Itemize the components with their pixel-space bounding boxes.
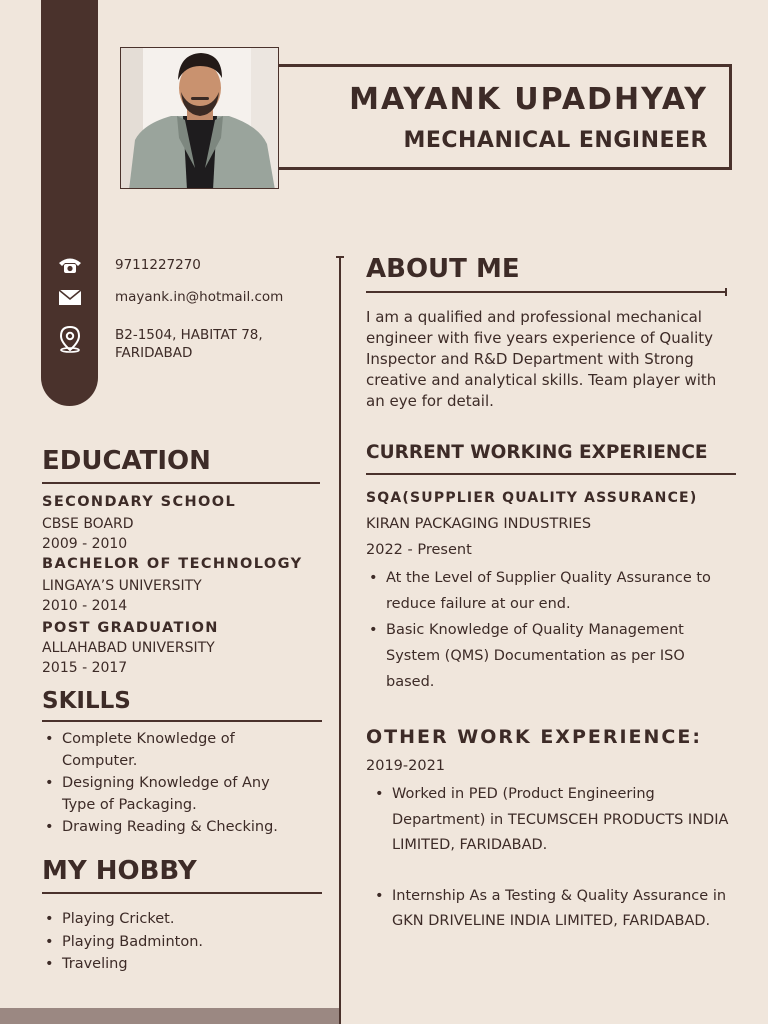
phone-number: 9711227270	[115, 257, 201, 273]
education-heading: EDUCATION	[42, 446, 211, 476]
education-school: LINGAYA’S UNIVERSITY	[42, 578, 202, 594]
hobby-heading: MY HOBBY	[42, 856, 197, 886]
skills-item: • Complete Knowledge of Computer.	[42, 728, 322, 772]
education-years: 2010 - 2014	[42, 598, 128, 614]
other-bullet: • Internship As a Testing & Quality Assurance in GKN DRIVELINE INDIA LIMITED, FARIDABAD.	[372, 884, 742, 935]
person-name: MAYANK UPADHYAY	[349, 82, 708, 117]
mail-icon	[56, 284, 84, 310]
profile-photo	[120, 47, 279, 189]
other-heading: OTHER WORK EXPERIENCE:	[366, 726, 702, 748]
address-line1: B2-1504, HABITAT 78,	[115, 327, 263, 343]
current-bullet: • At the Level of Supplier Quality Assurance to reduce failure at our end.	[366, 565, 744, 617]
education-degree: POST GRADUATION	[42, 620, 219, 636]
skills-heading: SKILLS	[42, 688, 131, 714]
current-bullets	[366, 565, 744, 695]
bottom-bar	[0, 1008, 339, 1024]
about-text: I am a qualified and professional mechanical engineer with five years experience of Quality Inspector and R&D Department with Strong creative and analytical skills. Team player with an eye for detail.	[366, 308, 717, 410]
vertical-divider	[339, 258, 341, 1024]
other-bullet: • Worked in PED (Product Engineering Department) in TECUMSCEH PRODUCTS INDIA LIMITED, FARIDABAD.	[372, 782, 742, 859]
current-rule	[366, 473, 736, 475]
skills-item: • Designing Knowledge of Any Type of Packaging.	[42, 772, 322, 816]
hobby-list	[42, 908, 322, 976]
hobby-item: • Playing Cricket.	[42, 908, 322, 931]
current-role: SQA(SUPPLIER QUALITY ASSURANCE)	[366, 490, 698, 506]
education-years: 2009 - 2010	[42, 536, 128, 552]
education-school: CBSE BOARD	[42, 516, 134, 532]
skills-list	[42, 728, 322, 838]
current-period: 2022 - Present	[366, 542, 472, 558]
current-heading: CURRENT WORKING EXPERIENCE	[366, 442, 708, 463]
phone-icon	[56, 252, 84, 278]
hobby-item: • Traveling	[42, 953, 322, 976]
location-icon	[56, 326, 84, 352]
about-rule	[366, 291, 726, 293]
hobby-item: • Playing Badminton.	[42, 931, 322, 954]
hobby-rule	[42, 892, 322, 894]
current-company: KIRAN PACKAGING INDUSTRIES	[366, 516, 592, 532]
other-bullets	[372, 782, 742, 935]
education-school: ALLAHABAD UNIVERSITY	[42, 640, 215, 656]
education-years: 2015 - 2017	[42, 660, 128, 676]
education-degree: BACHELOR OF TECHNOLOGY	[42, 556, 303, 572]
other-period: 2019-2021	[366, 758, 446, 774]
current-bullet: • Basic Knowledge of Quality Management System (QMS) Documentation as per ISO based.	[366, 617, 744, 695]
education-rule	[42, 482, 320, 484]
email-address: mayank.in@hotmail.com	[115, 289, 284, 305]
skills-rule	[42, 720, 322, 722]
name-box	[279, 64, 732, 170]
skills-item: • Drawing Reading & Checking.	[42, 816, 322, 838]
address-line2: FARIDABAD	[115, 345, 193, 361]
education-degree: SECONDARY SCHOOL	[42, 494, 237, 510]
job-title: MECHANICAL ENGINEER	[403, 128, 708, 153]
about-heading: ABOUT ME	[366, 254, 520, 284]
